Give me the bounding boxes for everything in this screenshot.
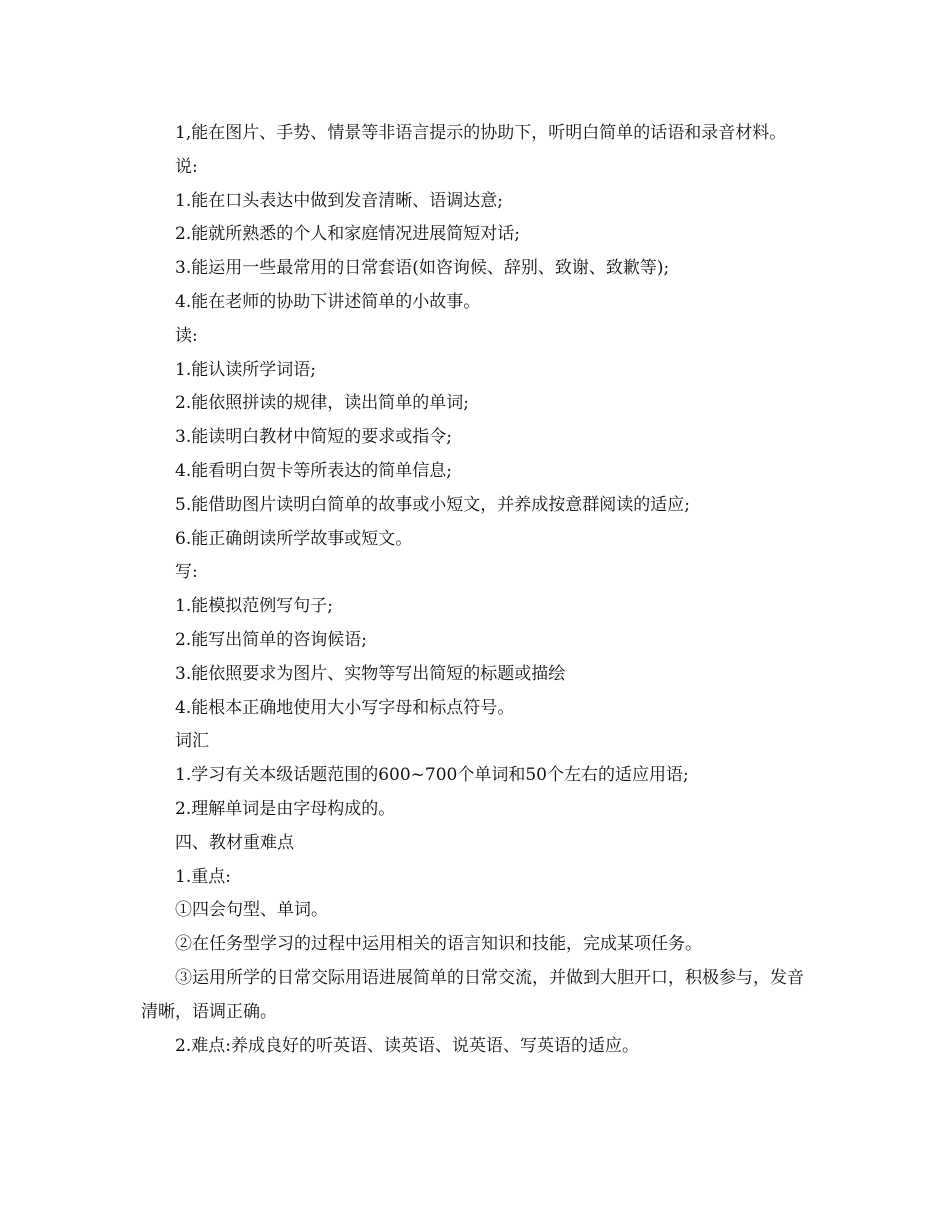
paragraph-reading-5: 5.能借助图片读明白简单的故事或小短文，并养成按意群阅读的适应; bbox=[175, 494, 690, 515]
paragraph-vocabulary-1: 1.学习有关本级话题范围的600~700个单词和50个左右的适应用语; bbox=[175, 765, 689, 786]
heading-speaking: 说: bbox=[175, 156, 198, 177]
paragraph-speaking-4: 4.能在老师的协助下讲述简单的小故事。 bbox=[175, 291, 481, 312]
paragraph-writing-1: 1.能模拟范例写句子; bbox=[175, 596, 333, 617]
subheading-focus: 1.重点: bbox=[175, 866, 231, 887]
paragraph-focus-2: ②在任务型学习的过程中运用相关的语言知识和技能，完成某项任务。 bbox=[175, 934, 702, 955]
section-heading-key-points: 四、教材重难点 bbox=[175, 832, 294, 853]
paragraph-vocabulary-2: 2.理解单词是由字母构成的。 bbox=[175, 798, 396, 819]
paragraph-writing-2: 2.能写出简单的咨询候语; bbox=[175, 629, 367, 650]
paragraph-speaking-1: 1.能在口头表达中做到发音清晰、语调达意; bbox=[175, 190, 503, 211]
paragraph-focus-3: ③运用所学的日常交际用语进展简单的日常交流，并做到大胆开口，积极参与，发音清晰，语调正确。 bbox=[141, 967, 804, 1022]
paragraph-reading-3: 3.能读明白教材中简短的要求或指令; bbox=[175, 427, 452, 448]
paragraph-focus-1: ①四会句型、单词。 bbox=[175, 900, 328, 921]
paragraph-listening-1: 1,能在图片、手势、情景等非语言提示的协助下，听明白简单的话语和录音材料。 bbox=[175, 123, 787, 143]
heading-vocabulary: 词汇 bbox=[175, 731, 209, 752]
paragraph-difficulty: 2.难点:养成良好的听英语、读英语、说英语、写英语的适应。 bbox=[175, 1035, 639, 1056]
document-body bbox=[141, 117, 813, 1063]
heading-reading: 读: bbox=[175, 325, 198, 346]
paragraph-reading-1: 1.能认读所学词语; bbox=[175, 359, 316, 380]
paragraph-reading-4: 4.能看明白贺卡等所表达的简单信息; bbox=[175, 460, 452, 481]
paragraph-writing-4: 4.能根本正确地使用大小写字母和标点符号。 bbox=[175, 697, 515, 718]
paragraph-speaking-3: 3.能运用一些最常用的日常套语(如咨询候、辞别、致谢、致歉等); bbox=[175, 258, 670, 279]
paragraph-reading-6: 6.能正确朗读所学故事或短文。 bbox=[175, 528, 413, 549]
paragraph-speaking-2: 2.能就所熟悉的个人和家庭情况进展简短对话; bbox=[175, 224, 520, 245]
paragraph-reading-2: 2.能依照拼读的规律，读出简单的单词; bbox=[175, 393, 469, 414]
heading-writing: 写: bbox=[175, 562, 198, 583]
paragraph-writing-3: 3.能依照要求为图片、实物等写出简短的标题或描绘 bbox=[175, 663, 566, 684]
